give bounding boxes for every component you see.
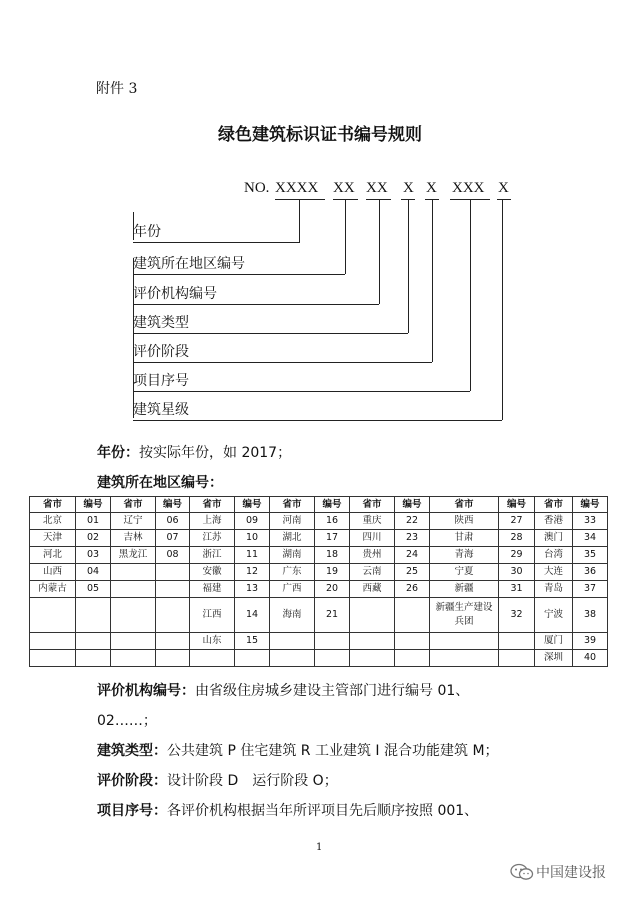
code-cell: 26 [395,581,430,598]
table-row [30,564,608,581]
code-prefix: NO. [244,180,270,196]
province-cell [30,650,76,667]
table-header-cell: 省市 [350,497,395,513]
code-segment-serial: XXX [452,180,485,196]
table-row [30,530,608,547]
code-cell [499,633,535,650]
year-description [97,442,291,462]
region-heading: 建筑所在地区编号： [97,475,223,491]
connector-line [133,274,345,275]
table-header-cell: 省市 [30,497,76,513]
stage-label: 评价阶段： [97,773,167,789]
code-cell [315,650,350,667]
province-cell: 河南 [270,513,315,530]
table-header-cell: 省市 [535,497,573,513]
wechat-icon [510,863,534,881]
province-cell: 大连 [535,564,573,581]
table-header-row [30,497,608,513]
province-cell: 云南 [350,564,395,581]
table-row [30,633,608,650]
bracket-left-line [133,258,134,418]
code-cell: 39 [573,633,608,650]
field-label-year: 年份 [133,224,161,240]
table-header-cell: 省市 [190,497,235,513]
code-cell [156,598,190,633]
connector-line [379,199,380,304]
code-cell: 17 [315,530,350,547]
code-segment-year: XXXX [275,180,319,196]
code-cell: 36 [573,564,608,581]
province-cell [111,581,156,598]
agency-description [97,680,469,700]
province-cell [190,650,235,667]
attachment-label: 附件 3 [96,81,138,97]
code-cell: 23 [395,530,430,547]
code-cell [156,633,190,650]
province-cell [30,598,76,633]
province-cell: 吉林 [111,530,156,547]
table-header-cell: 省市 [270,497,315,513]
province-cell: 澳门 [535,530,573,547]
connector-line [133,420,502,421]
stage-text: 设计阶段 D 运行阶段 O； [167,773,338,789]
province-cell: 海南 [270,598,315,633]
region-code-table [29,496,608,667]
table-row [30,513,608,530]
code-cell: 03 [76,547,111,564]
table-row [30,547,608,564]
code-cell: 14 [235,598,270,633]
code-cell: 21 [315,598,350,633]
province-cell [350,650,395,667]
table-header-cell: 编号 [573,497,608,513]
code-cell: 12 [235,564,270,581]
province-cell: 新疆生产建设兵团 [430,598,499,633]
province-cell: 青海 [430,547,499,564]
year-label: 年份： [97,445,139,461]
connector-line [133,391,470,392]
province-cell [30,633,76,650]
province-cell [270,650,315,667]
code-cell: 37 [573,581,608,598]
table-row [30,581,608,598]
agency-label: 评价机构编号： [97,683,195,699]
agency-description-cont: 02……； [97,713,157,729]
connector-line [345,199,346,274]
connector-line [133,362,432,363]
table-header-cell: 编号 [235,497,270,513]
code-underline [497,199,511,200]
code-cell [76,650,111,667]
table-header-cell: 编号 [395,497,430,513]
code-cell: 02 [76,530,111,547]
code-cell [235,650,270,667]
connector-line [408,199,409,333]
code-cell: 06 [156,513,190,530]
province-cell: 江苏 [190,530,235,547]
code-cell [395,633,430,650]
code-cell: 11 [235,547,270,564]
code-cell: 35 [573,547,608,564]
province-cell: 厦门 [535,633,573,650]
province-cell [111,564,156,581]
province-cell: 河北 [30,547,76,564]
province-cell: 深圳 [535,650,573,667]
code-cell [76,598,111,633]
province-cell: 香港 [535,513,573,530]
table-row [30,598,608,633]
province-cell [350,598,395,633]
code-cell: 01 [76,513,111,530]
serial-text: 各评价机构根据当年所评项目先后顺序按照 001、 [167,803,479,819]
agency-text: 由省级住房城乡建设主管部门进行编号 01、 [195,683,470,699]
connector-line [133,304,379,305]
type-label: 建筑类型： [97,743,167,759]
code-cell: 10 [235,530,270,547]
code-cell: 22 [395,513,430,530]
province-cell: 黑龙江 [111,547,156,564]
code-cell: 04 [76,564,111,581]
page-number: 1 [316,842,323,853]
province-cell: 西藏 [350,581,395,598]
code-cell: 16 [315,513,350,530]
code-cell [156,581,190,598]
code-segment-region: XX [333,180,355,196]
province-cell: 宁波 [535,598,573,633]
province-cell: 内蒙古 [30,581,76,598]
province-cell: 广东 [270,564,315,581]
province-cell: 江西 [190,598,235,633]
field-label-region: 建筑所在地区编号 [133,256,245,272]
connector-line [502,199,503,420]
code-cell: 07 [156,530,190,547]
code-cell: 32 [499,598,535,633]
code-cell: 18 [315,547,350,564]
table-header-cell: 省市 [111,497,156,513]
province-cell [430,650,499,667]
province-cell [111,598,156,633]
code-cell: 13 [235,581,270,598]
province-cell: 山西 [30,564,76,581]
table-header-cell: 编号 [76,497,111,513]
province-cell: 新疆 [430,581,499,598]
code-cell: 24 [395,547,430,564]
code-cell: 28 [499,530,535,547]
code-cell: 25 [395,564,430,581]
code-cell [395,598,430,633]
year-text: 按实际年份，如 2017； [139,445,292,461]
field-label-type: 建筑类型 [133,315,189,331]
code-cell: 30 [499,564,535,581]
code-cell: 27 [499,513,535,530]
province-cell: 陕西 [430,513,499,530]
code-cell [76,633,111,650]
code-cell [395,650,430,667]
field-label-star: 建筑星级 [133,402,189,418]
code-cell: 40 [573,650,608,667]
province-cell: 安徽 [190,564,235,581]
province-cell: 天津 [30,530,76,547]
table-row [30,650,608,667]
table-header-cell: 编号 [315,497,350,513]
province-cell: 台湾 [535,547,573,564]
code-cell: 19 [315,564,350,581]
province-cell: 浙江 [190,547,235,564]
province-cell [111,650,156,667]
document-title: 绿色建筑标识证书编号规则 [218,125,422,145]
code-underline [275,199,325,200]
code-cell [315,633,350,650]
code-cell: 33 [573,513,608,530]
code-cell: 05 [76,581,111,598]
code-cell: 38 [573,598,608,633]
province-cell [430,633,499,650]
table-header-cell: 编号 [156,497,190,513]
stage-description [97,770,338,790]
province-cell: 青岛 [535,581,573,598]
province-cell: 广西 [270,581,315,598]
province-cell: 四川 [350,530,395,547]
connector-line [432,199,433,362]
province-cell [350,633,395,650]
field-label-agency: 评价机构编号 [133,286,217,302]
connector-line [133,333,408,334]
code-segment-agency: XX [366,180,388,196]
connector-line [299,199,300,242]
province-cell: 北京 [30,513,76,530]
code-segment-star: X [498,180,509,196]
serial-description [97,800,478,820]
province-cell: 山东 [190,633,235,650]
province-cell: 福建 [190,581,235,598]
table-header-cell: 省市 [430,497,499,513]
province-cell [111,633,156,650]
code-cell: 34 [573,530,608,547]
code-segment-stage: X [426,180,437,196]
province-cell: 重庆 [350,513,395,530]
province-cell: 湖北 [270,530,315,547]
code-cell: 29 [499,547,535,564]
code-cell: 31 [499,581,535,598]
code-cell [499,650,535,667]
province-cell: 甘肃 [430,530,499,547]
connector-line [470,199,471,391]
watermark-text: 中国建设报 [536,865,606,881]
province-cell [270,633,315,650]
field-label-stage: 评价阶段 [133,344,189,360]
code-cell: 15 [235,633,270,650]
type-text: 公共建筑 P 住宅建筑 R 工业建筑 I 混合功能建筑 M； [167,743,499,759]
province-cell: 上海 [190,513,235,530]
code-segment-type: X [403,180,414,196]
type-description [97,740,499,760]
field-label-serial: 项目序号 [133,373,189,389]
code-cell: 09 [235,513,270,530]
connector-line [133,242,300,243]
code-cell [156,564,190,581]
serial-label: 项目序号： [97,803,167,819]
code-cell: 08 [156,547,190,564]
province-cell: 湖南 [270,547,315,564]
province-cell: 宁夏 [430,564,499,581]
province-cell: 贵州 [350,547,395,564]
code-cell [156,650,190,667]
province-cell: 辽宁 [111,513,156,530]
table-header-cell: 编号 [499,497,535,513]
code-cell: 20 [315,581,350,598]
